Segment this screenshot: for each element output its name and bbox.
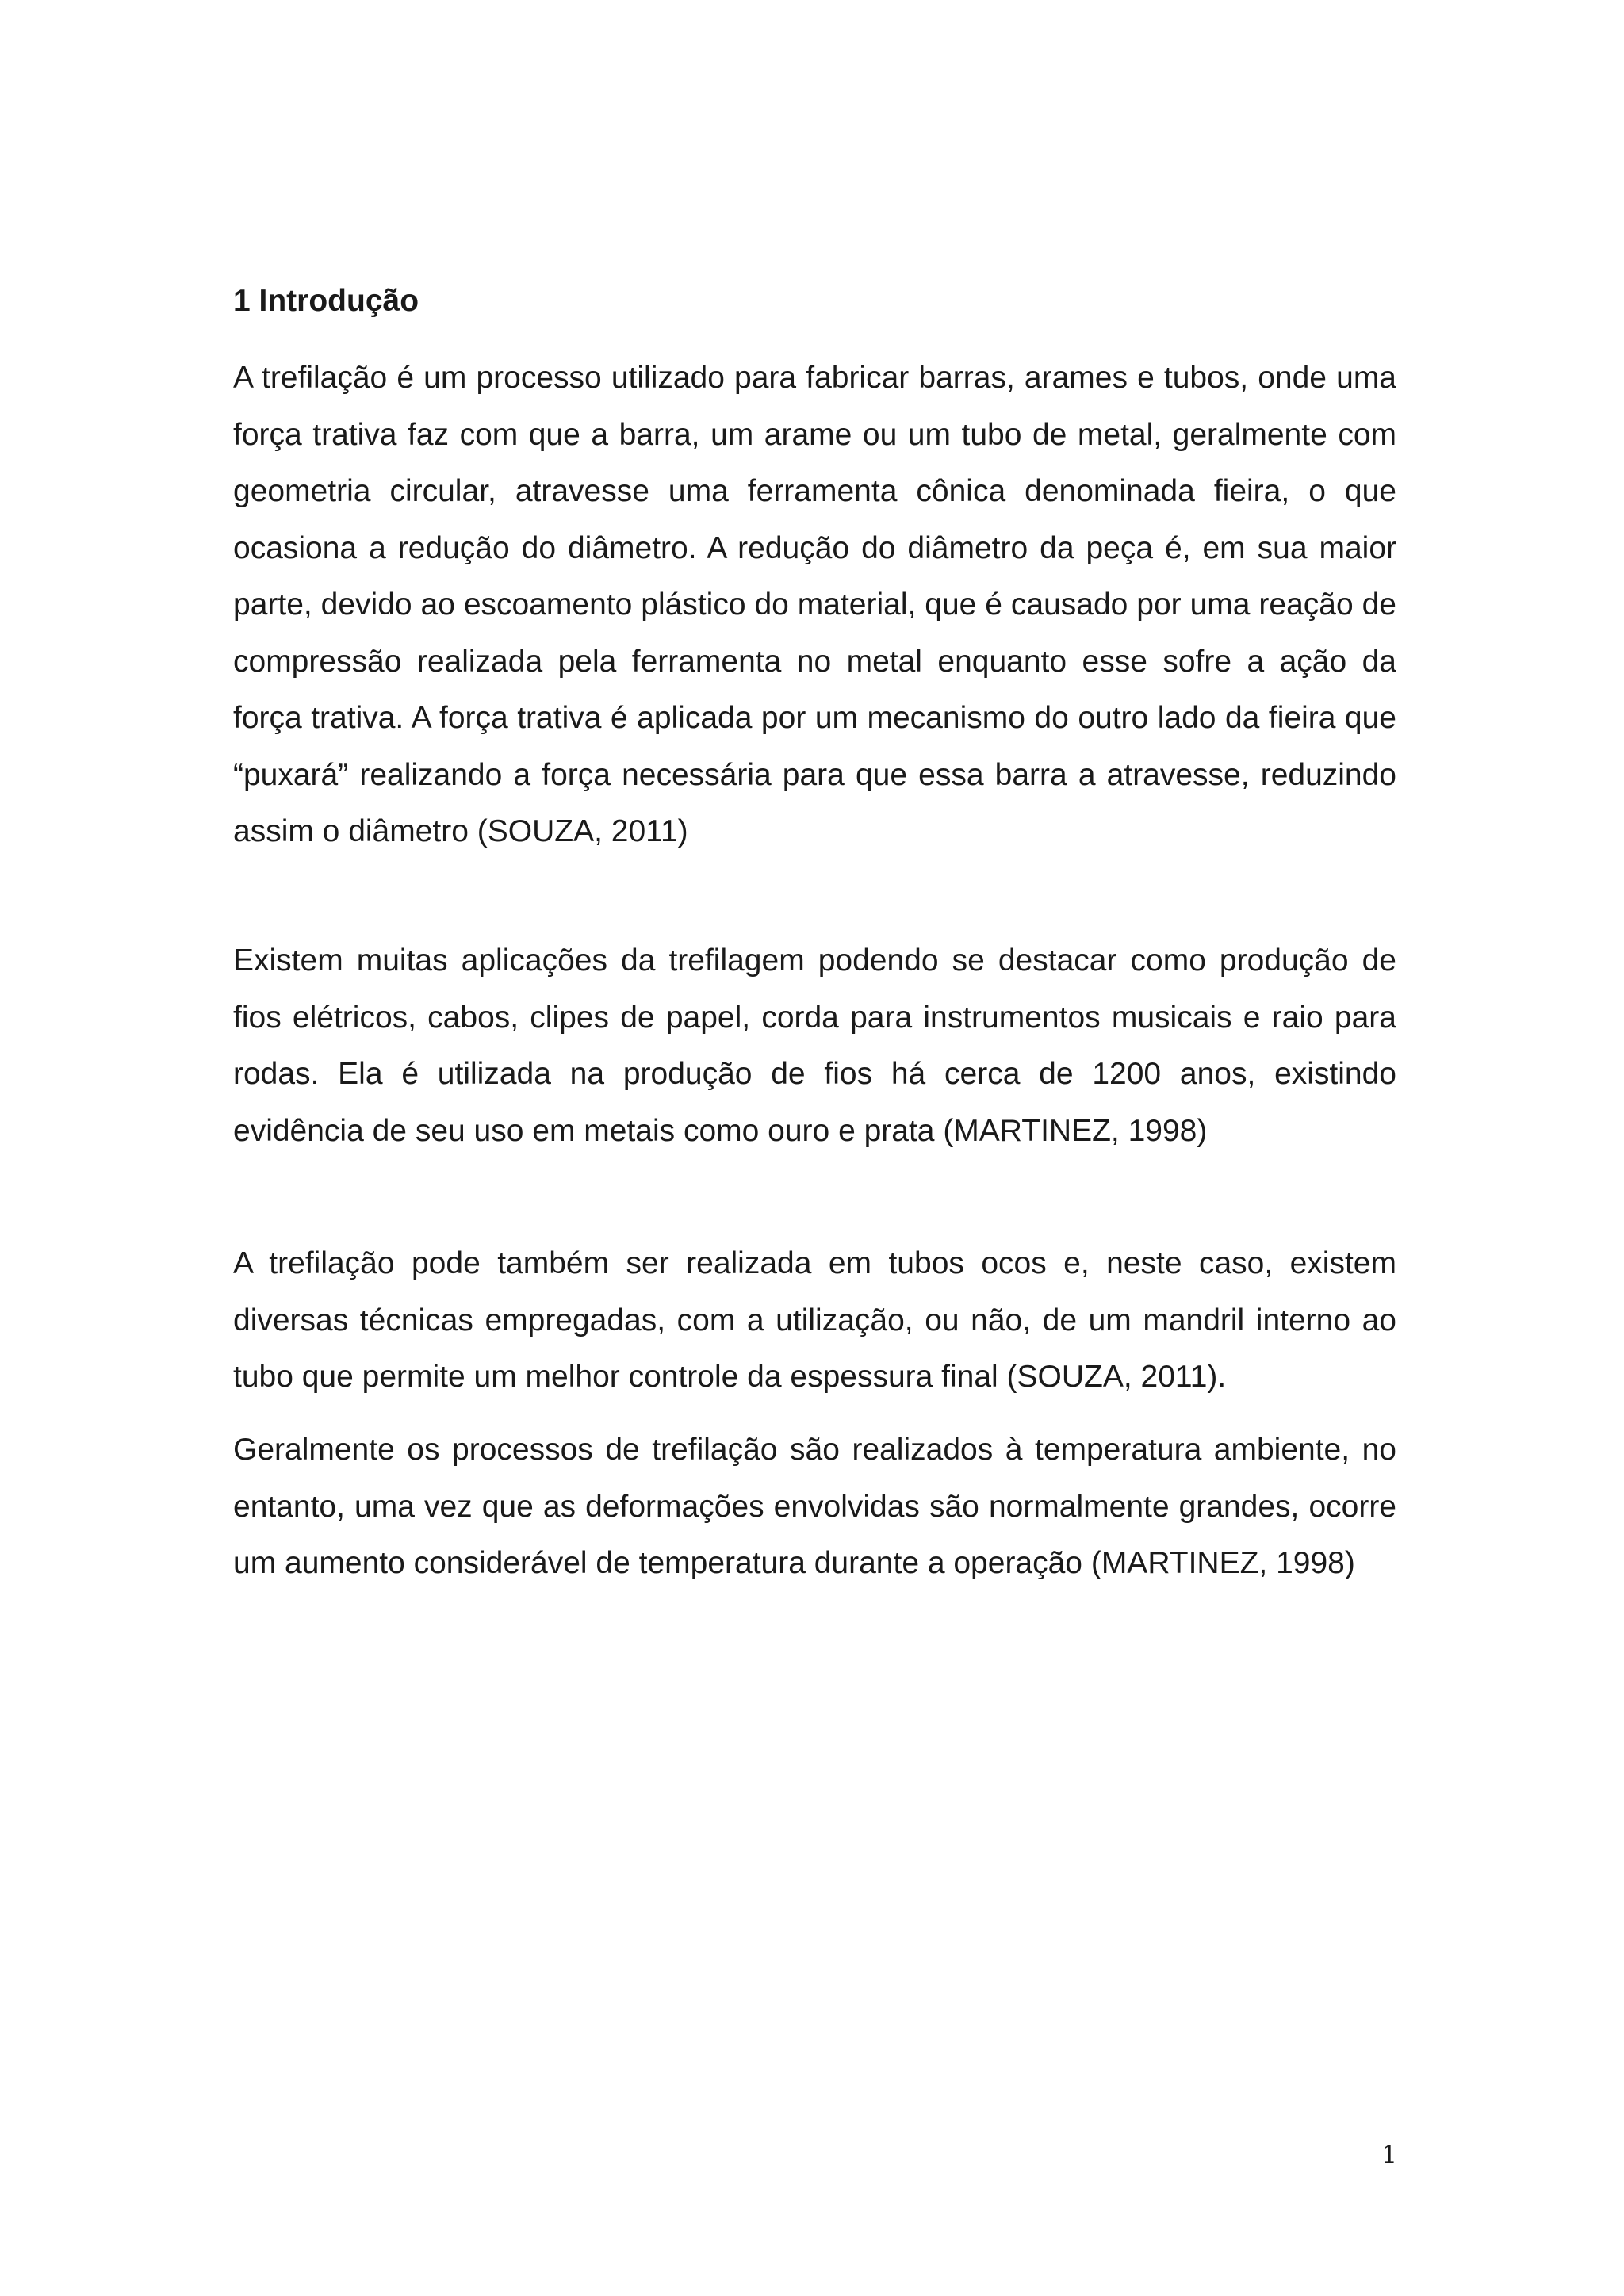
paragraph-2: Existem muitas aplicações da trefilagem podendo se destacar como produção de fios elétricos, cabos, clipes de papel, corda para instrumentos musicais e raio para rodas. Ela é utilizada na produção de fios há cerca de 1200 anos, existindo evidência de seu uso em metais como ouro e prata (MARTINEZ, 1998): [233, 943, 1396, 1148]
section-heading: 1 Introdução: [233, 284, 419, 318]
paragraph-4: Geralmente os processos de trefilação são realizados à temperatura ambiente, no entanto, uma vez que as deformações envolvidas são normalmente grandes, ocorre um aumento considerável de temperatura durante a operação (MARTINEZ, 1998): [233, 1433, 1396, 1580]
paragraph-3: A trefilação pode também ser realizada em tubos ocos e, neste caso, existem diversas técnicas empregadas, com a utilização, ou não, de um mandril interno ao tubo que permite um melhor controle da espessura final (SOUZA, 2011).: [233, 1246, 1396, 1394]
paragraph-1: A trefilação é um processo utilizado para fabricar barras, arames e tubos, onde uma força trativa faz com que a barra, um arame ou um tubo de metal, geralmente com geometria circular, atravesse uma ferramenta cônica denominada fieira, o que ocasiona a redução do diâmetro. A redução do diâmetro da peça é, em sua maior parte, devido ao escoamento plástico do material, que é causado por uma reação de compressão realizada pela ferramenta no metal enquanto esse sofre a ação da força trativa. A força trativa é aplicada por um mecanismo do outro lado da fieira que “puxará” realizando a força necessária para que essa barra a atravesse, reduzindo assim o diâmetro (SOUZA, 2011): [233, 361, 1396, 848]
page-number: 1: [1381, 2141, 1397, 2169]
